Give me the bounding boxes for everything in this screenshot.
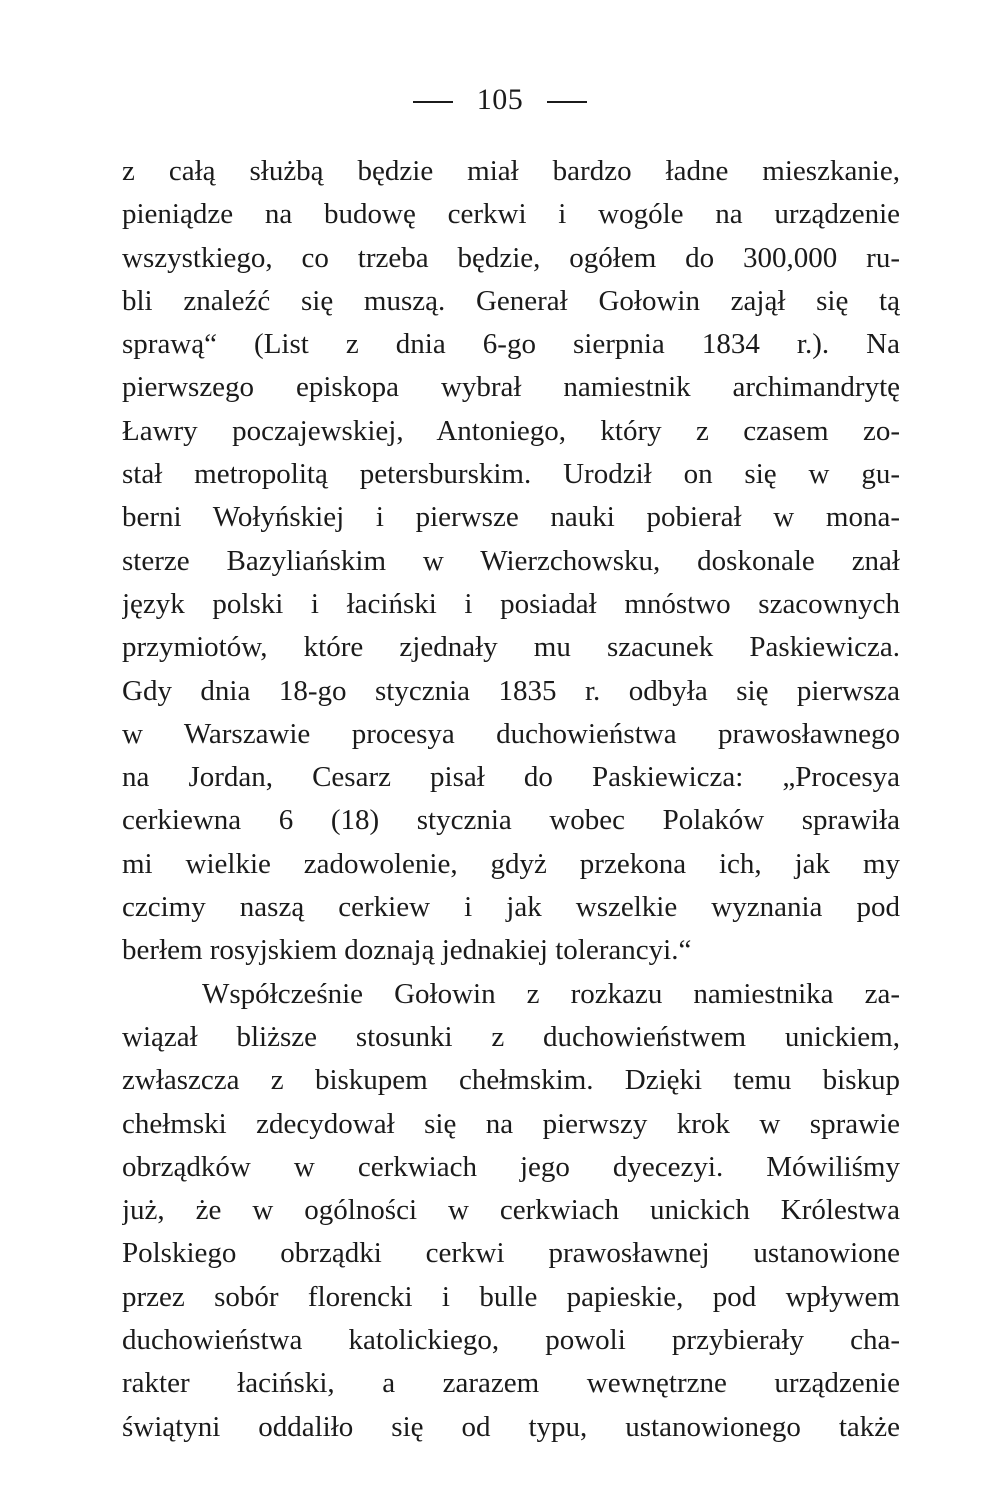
text-line: czcimy naszą cerkiew i jak wszelkie wyznania pod <box>122 891 900 924</box>
text-line: Ławry poczajewskiej, Antoniego, który z czasem zo- <box>122 414 900 447</box>
page-header <box>0 80 1000 120</box>
text-line: obrządków w cerkwiach jego dyecezyi. Mówiliśmy <box>122 1150 900 1183</box>
text-line: wiązał bliższe stosunki z duchowieństwem unickiem, <box>122 1020 900 1053</box>
text-line: berni Wołyńskiej i pierwsze nauki pobierał w mona- <box>122 501 900 534</box>
text-line: język polski i łaciński i posiadał mnóstwo szacownych <box>122 587 900 620</box>
text-line: pieniądze na budowę cerkwi i wogóle na urządzenie <box>122 198 900 231</box>
text-line: na Jordan, Cesarz pisał do Paskiewicza: „Procesya <box>122 761 900 794</box>
text-line: już, że w ogólności w cerkwiach unickich Królestwa <box>122 1194 900 1227</box>
text-line: berłem rosyjskiem doznają jednakiej tolerancyi.“ <box>122 934 692 967</box>
text-line: bli znaleźć się muszą. Generał Gołowin zajął się tą <box>122 284 900 317</box>
text-line: sprawą“ (List z dnia 6-go sierpnia 1834 r.). Na <box>122 328 900 361</box>
text-line: pierwszego episkopa wybrał namiestnik archimandrytę <box>122 371 900 404</box>
text-line: w Warszawie procesya duchowieństwa prawosławnego <box>122 717 900 750</box>
text-line: Gdy dnia 18-go stycznia 1835 r. odbyła się pierwsza <box>122 674 900 707</box>
text-line: Polskiego obrządki cerkwi prawosławnej ustanowione <box>122 1237 900 1270</box>
text-line: zwłaszcza z biskupem chełmskim. Dzięki temu biskup <box>122 1064 900 1097</box>
text-line: chełmski zdecydował się na pierwszy krok w sprawie <box>122 1107 900 1140</box>
body-text <box>122 150 900 1449</box>
text-line: wszystkiego, co trzeba będzie, ogółem do 300,000 ru- <box>122 241 900 274</box>
text-line: Współcześnie Gołowin z rozkazu namiestnika za- <box>202 977 900 1010</box>
text-line: duchowieństwa katolickiego, powoli przybierały cha- <box>122 1324 900 1357</box>
text-line: sterze Bazyliańskim w Wierzchowsku, doskonale znał <box>122 544 900 577</box>
text-line: świątyni oddaliło się od typu, ustanowionego także <box>122 1410 900 1443</box>
page-number: 105 <box>476 83 524 116</box>
text-line: stał metropolitą petersburskim. Urodził on się w gu- <box>122 458 900 491</box>
right-dash <box>547 101 587 103</box>
text-line: z całą służbą będzie miał bardzo ładne mieszkanie, <box>122 155 900 187</box>
text-line: cerkiewna 6 (18) stycznia wobec Polaków sprawiła <box>122 804 900 837</box>
text-line: rakter łaciński, a zarazem wewnętrzne urządzenie <box>122 1367 900 1400</box>
text-line: mi wielkie zadowolenie, gdyż przekona ich, jak my <box>122 847 900 880</box>
text-line: przez sobór florencki i bulle papieskie, pod wpływem <box>122 1280 900 1313</box>
text-line: przymiotów, które zjednały mu szacunek Paskiewicza. <box>122 631 900 664</box>
left-dash <box>413 101 453 103</box>
